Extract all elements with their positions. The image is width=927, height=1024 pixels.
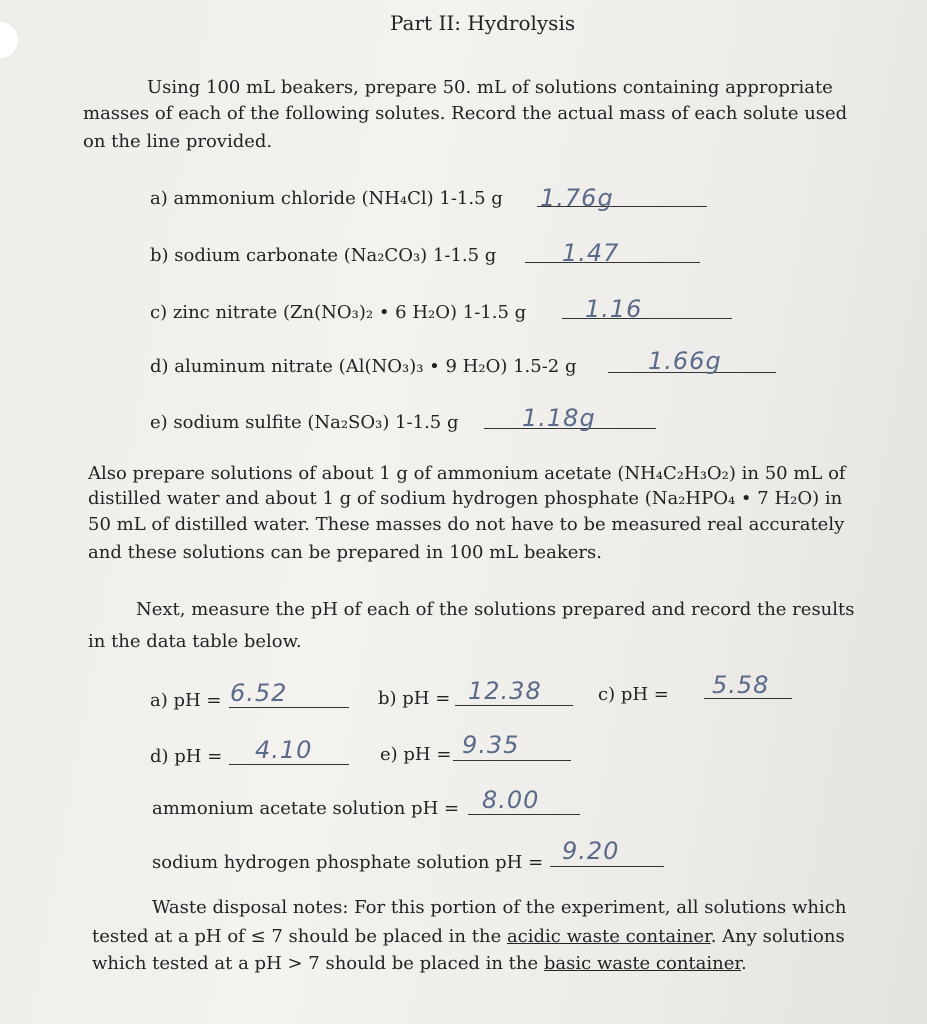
- ph-blank-phosphate: [550, 866, 664, 867]
- acidic-waste-container-label: acidic waste container: [506, 926, 711, 947]
- solute-mass-e: 1.18g: [522, 404, 596, 432]
- ph-blank-a: [229, 707, 349, 708]
- basic-waste-container-label: basic waste container: [543, 953, 742, 974]
- solute-mass-a: 1.76g: [540, 184, 614, 212]
- waste-line-3: [92, 952, 747, 976]
- intro-line-1: Using 100 mL beakers, prepare 50. mL of solutions containing appropriate: [147, 77, 833, 98]
- ph-value-c: 5.58: [712, 671, 770, 699]
- waste-line-3-text: which tested at a pH > 7 should be placed in the: [92, 953, 544, 974]
- ph-blank-acetate: [468, 814, 580, 815]
- ph-label-d: d) pH =: [150, 746, 223, 767]
- ph-label-c: c) pH =: [598, 684, 669, 705]
- paper-edge: [0, 22, 18, 58]
- solute-label-d: d) aluminum nitrate (Al(NO₃)₃ • 9 H₂O) 1.5-2 g: [150, 356, 577, 377]
- ph-label-b: b) pH =: [378, 688, 451, 709]
- solute-mass-c: 1.16: [585, 295, 643, 323]
- ph-value-phosphate: 9.20: [562, 837, 620, 865]
- ph-label-a: a) pH =: [150, 690, 222, 711]
- ph-blank-d: [229, 764, 349, 765]
- next-line-1: Next, measure the pH of each of the solutions prepared and record the results: [136, 599, 855, 620]
- intro-line-2: masses of each of the following solutes. Record the actual mass of each solute used: [83, 103, 848, 124]
- waste-line-2: [92, 925, 845, 949]
- waste-line-3-end: .: [741, 953, 747, 974]
- solute-label-b: b) sodium carbonate (Na₂CO₃) 1-1.5 g: [150, 245, 497, 266]
- waste-line-2-text: tested at a pH of ≤ 7 should be placed in the: [92, 926, 507, 947]
- ph-value-b: 12.38: [468, 677, 542, 705]
- ph-value-e: 9.35: [462, 731, 520, 759]
- ph-value-d: 4.10: [255, 736, 313, 764]
- solute-mass-d: 1.66g: [648, 347, 722, 375]
- solute-mass-b: 1.47: [562, 239, 620, 267]
- solute-label-a: a) ammonium chloride (NH₄Cl) 1-1.5 g: [150, 188, 503, 209]
- ph-label-acetate: ammonium acetate solution pH =: [152, 798, 460, 819]
- also-line-2: distilled water and about 1 g of sodium hydrogen phosphate (Na₂HPO₄ • 7 H₂O) in: [88, 488, 843, 509]
- also-line-3: 50 mL of distilled water. These masses do not have to be measured real accurately: [88, 514, 845, 535]
- page-title: Part II: Hydrolysis: [390, 11, 576, 35]
- ph-blank-b: [455, 705, 573, 706]
- solute-label-c: c) zinc nitrate (Zn(NO₃)₂ • 6 H₂O) 1-1.5 g: [150, 302, 527, 323]
- solute-label-e: e) sodium sulfite (Na₂SO₃) 1-1.5 g: [150, 412, 459, 433]
- ph-label-phosphate: sodium hydrogen phosphate solution pH =: [152, 852, 544, 873]
- also-line-1: Also prepare solutions of about 1 g of ammonium acetate (NH₄C₂H₃O₂) in 50 mL of: [88, 463, 846, 484]
- waste-line-1: Waste disposal notes: For this portion of the experiment, all solutions which: [152, 897, 847, 918]
- ph-blank-e: [453, 760, 571, 761]
- ph-value-acetate: 8.00: [482, 786, 540, 814]
- ph-value-a: 6.52: [230, 679, 288, 707]
- also-line-4: and these solutions can be prepared in 100 mL beakers.: [88, 542, 602, 563]
- ph-label-e: e) pH =: [380, 744, 452, 765]
- intro-line-3: on the line provided.: [83, 131, 273, 152]
- next-line-2: in the data table below.: [88, 631, 302, 652]
- waste-line-2-end: . Any solutions: [710, 926, 845, 947]
